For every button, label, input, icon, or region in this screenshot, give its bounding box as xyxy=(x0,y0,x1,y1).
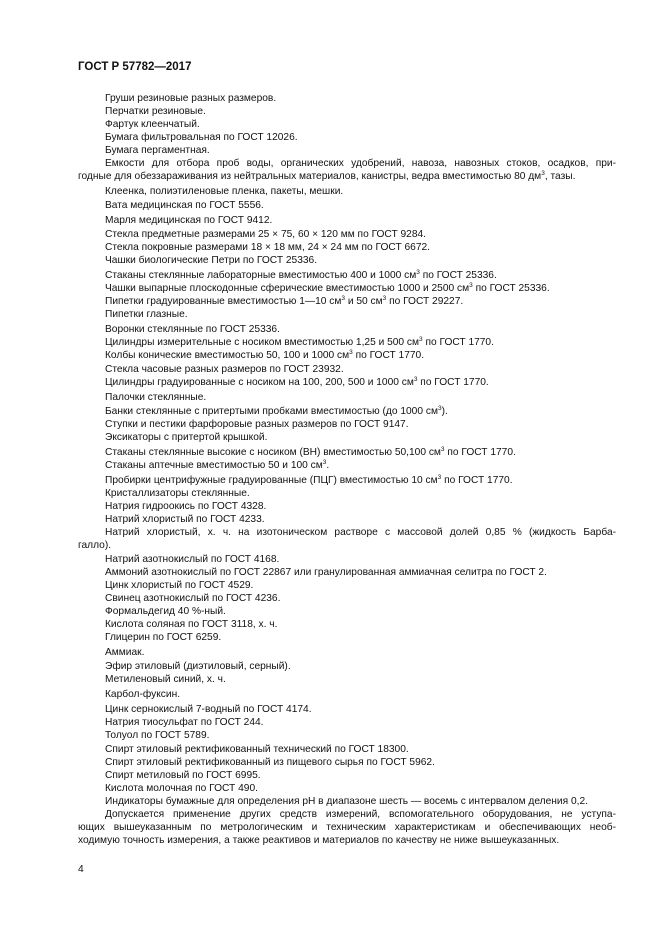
list-item: Натрий хлористый по ГОСТ 4233. xyxy=(105,513,265,525)
list-item: Цинк хлористый по ГОСТ 4529. xyxy=(105,580,254,592)
list-item: Стаканы аптечные вместимостью 50 и 100 $см^3$. xyxy=(105,458,330,471)
list-item: Стекла предметные размерами 25 × 75, 60 × 120 мм по ГОСТ 9284. xyxy=(105,229,426,241)
list-item: Карбол-фуксин. xyxy=(105,688,181,700)
list-item: Спирт этиловый ректификованный технический по ГОСТ 18300. xyxy=(105,744,409,756)
list-item: Пипетки глазные. xyxy=(105,308,188,320)
list-item: Стаканы стеклянные лабораторные вместимостью 400 и 1000 $см^3$ по ГОСТ 25336. xyxy=(105,268,497,281)
list-item: Пипетки градуированные вместимостью 1—10 $см^3$ и 50 $см^3$ по ГОСТ 29227. xyxy=(105,294,464,307)
list-item: Натрия тиосульфат по ГОСТ 244. xyxy=(105,716,264,728)
list-item: Эфир этиловый (диэтиловый, серный). xyxy=(105,661,291,673)
list-item: Перчатки резиновые. xyxy=(105,106,206,117)
list-item: Аммиак. xyxy=(105,646,145,658)
list-item: Ступки и пестики фарфоровые разных размеров по ГОСТ 9147. xyxy=(105,419,409,431)
page-number: 4 xyxy=(78,864,84,875)
list-item: Спирт этиловый ректификованный из пищевого сырья по ГОСТ 5962. xyxy=(105,757,435,769)
list-item: Кислота соляная по ГОСТ 3118, х. ч. xyxy=(105,619,278,631)
list-item: Вата медицинская по ГОСТ 5556. xyxy=(105,200,264,212)
list-item: Толуол по ГОСТ 5789. xyxy=(105,729,210,741)
list-item: Чашки выпарные плоскодонные сферические вместимостью 1000 и 2500 $см^3$ по ГОСТ 25336. xyxy=(105,281,550,294)
list-item: Стекла покровные размерами 18 × 18 мм, 24 × 24 мм по ГОСТ 6672. xyxy=(105,242,430,254)
list-item: Стекла часовые разных размеров по ГОСТ 23932. xyxy=(105,364,344,376)
list-item: Кристаллизаторы стеклянные. xyxy=(105,487,250,499)
list-item: Натрия гидроокись по ГОСТ 4328. xyxy=(105,500,267,512)
list-item: Глицерин по ГОСТ 6259. xyxy=(105,632,222,644)
list-item: Бумага фильтровальная по ГОСТ 12026. xyxy=(105,132,298,143)
list-item: Воронки стеклянные по ГОСТ 25336. xyxy=(105,323,280,335)
list-item-continuation: галло). xyxy=(78,539,112,551)
list-item: Эксикаторы с притертой крышкой. xyxy=(105,432,268,444)
list-item: Клеенка, полиэтиленовые пленка, пакеты, мешки. xyxy=(105,185,344,197)
list-item: Груши резиновые разных размеров. xyxy=(105,93,277,104)
list-item: Метиленовый синий, х. ч. xyxy=(105,674,226,686)
paragraph-line: ющих вышеуказанным по метрологическим и техническим характеристикам и обеспечивающих необ- xyxy=(78,822,616,834)
list-item: Бумага пергаментная. xyxy=(105,145,210,156)
list-item: Чашки биологические Петри по ГОСТ 25336. xyxy=(105,255,318,267)
list-item: Аммоний азотнокислый по ГОСТ 22867 или гранулированная аммиачная селитра по ГОСТ 2. xyxy=(105,567,547,579)
list-item-continuation: годные для обеззараживания из нейтральных материалов, канистры, ведра вместимостью 80 $дм^3$, тазы. xyxy=(78,170,576,182)
list-item: Свинец азотнокислый по ГОСТ 4236. xyxy=(105,593,281,605)
list-item: Натрий хлористый, х. ч. на изотоническом растворе с массовой долей 0,85 % (жидкость Барба- xyxy=(105,526,616,538)
list-item: Стаканы стеклянные высокие с носиком (ВН) вместимостью 50,100 $см^3$ по ГОСТ 1770. xyxy=(105,445,516,458)
list-item: Банки стеклянные с притертыми пробками вместимостью (до 1000 $см^3$). xyxy=(105,405,448,418)
list-item: Спирт метиловый по ГОСТ 6995. xyxy=(105,770,261,782)
list-item: Емкости для отбора проб воды, органических удобрений, навоза, навозных стоков, осадков, при- xyxy=(105,158,616,169)
list-item: Колбы конические вместимостью 50, 100 и 1000 $см^3$ по ГОСТ 1770. xyxy=(105,348,425,361)
list-item: Пробирки центрифужные градуированные (ПЦГ) вместимостью 10 $см^3$ по ГОСТ 1770. xyxy=(105,473,513,486)
list-item: Кислота молочная по ГОСТ 490. xyxy=(105,783,258,795)
list-item: Цинк сернокислый 7-водный по ГОСТ 4174. xyxy=(105,703,312,715)
list-item: Натрий азотнокислый по ГОСТ 4168. xyxy=(105,554,280,566)
list-item: Марля медицинская по ГОСТ 9412. xyxy=(105,214,273,226)
document-header: ГОСТ Р 57782—2017 xyxy=(78,61,192,73)
list-item: Цилиндры градуированные с носиком на 100, 200, 500 и 1000 $см^3$ по ГОСТ 1770. xyxy=(105,376,489,389)
list-item: Фартук клеенчатый. xyxy=(105,119,200,130)
paragraph-line: Допускается применение других средств измерений, вспомогательного оборудования, не уступа- xyxy=(105,809,616,821)
document-body xyxy=(78,92,616,847)
list-item: Цилиндры измерительные с носиком вместимостью 1,25 и 500 $см^3$ по ГОСТ 1770. xyxy=(105,335,494,348)
list-item: Формальдегид 40 %-ный. xyxy=(105,606,226,618)
list-item: Палочки стеклянные. xyxy=(105,391,207,403)
paragraph-line: ходимую точность измерения, а также реактивов и материалов по качеству не ниже вышеуказанных. xyxy=(78,835,560,847)
list-item: Индикаторы бумажные для определения рН в диапазоне шесть — восемь с интервалом деления 0,2. xyxy=(105,796,588,808)
